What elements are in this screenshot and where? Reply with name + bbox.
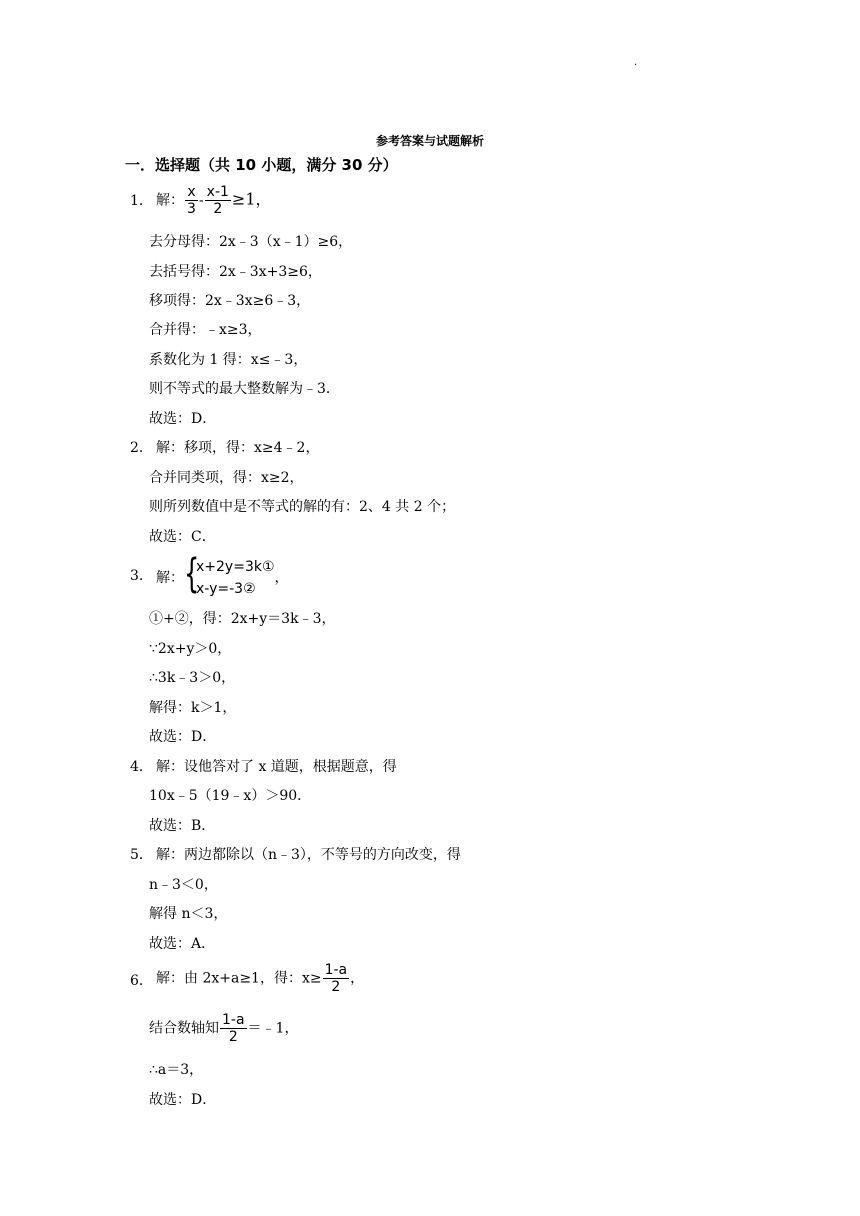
- q2-number: 2．: [130, 440, 153, 456]
- q2-step: 解：移项，得：x≥4﹣2，: [156, 440, 320, 456]
- q6-line2-text: 结合数轴知: [149, 1020, 219, 1037]
- q5-step: 解得 n＜3，: [149, 906, 228, 922]
- q6-number: 6．: [130, 973, 153, 989]
- q1-step: 合并得：﹣x≥3，: [149, 322, 262, 338]
- q5-step: n﹣3＜0，: [149, 877, 218, 893]
- q1-relation: ≥1，: [231, 189, 272, 209]
- q2-answer: 故选：C．: [149, 529, 216, 545]
- q1-fraction-2: [205, 184, 231, 217]
- left-brace-icon: {: [184, 551, 200, 597]
- q1-intro: 解：: [156, 192, 184, 209]
- header-dot: .: [634, 57, 638, 68]
- q1-step: 去分母得：2x﹣3（x﹣1）≥6，: [149, 234, 353, 250]
- q6-line1-end: ，: [350, 970, 365, 987]
- q6-frac2-numerator: 1-a: [222, 1012, 245, 1028]
- q1-fraction-1: [185, 184, 198, 217]
- q6-step: ∴a＝3，: [149, 1062, 204, 1078]
- page-title: 参考答案与试题解析: [375, 134, 484, 148]
- q6-fraction: [323, 962, 350, 995]
- q2-step: 则所列数值中是不等式的解的有：2、4 共 2 个；: [149, 499, 456, 515]
- q6-line-1: [156, 962, 364, 995]
- q3-equation-system: [184, 551, 275, 600]
- q3-step: ∴3k﹣3＞0，: [149, 670, 236, 686]
- q1-number: 1．: [130, 193, 153, 209]
- section-heading: 一．选择题（共 10 小题，满分 30 分）: [125, 156, 398, 174]
- q1-frac2-denominator: 2: [213, 201, 223, 217]
- q3-comma: ，: [274, 570, 289, 586]
- q6-line2-end: ＝﹣1，: [247, 1020, 299, 1037]
- q1-step: 去括号得：2x﹣3x+3≥6，: [149, 264, 322, 280]
- q3-step: 解得：k＞1，: [149, 700, 237, 716]
- q1-frac1-numerator: x: [185, 184, 198, 201]
- q6-answer: 故选：D．: [149, 1092, 217, 1108]
- q3-step: ①+②，得：2x+y＝3k﹣3，: [149, 611, 336, 627]
- q4-number: 4．: [130, 759, 153, 775]
- q1-frac1-denominator: 3: [187, 201, 196, 217]
- q4-step: 10x﹣5（19﹣x）＞90．: [149, 788, 312, 804]
- q4-answer: 故选：B．: [149, 818, 216, 834]
- q1-step: 系数化为 1 得：x≤﹣3，: [149, 352, 308, 368]
- q6-frac-denominator: 2: [331, 979, 341, 995]
- q6-frac-numerator: 1-a: [324, 962, 348, 978]
- q5-answer: 故选：A．: [149, 936, 216, 952]
- q1-step: 则不等式的最大整数解为﹣3．: [149, 381, 340, 397]
- q1-minus: -: [198, 192, 204, 209]
- q6-fraction-2: [220, 1012, 247, 1045]
- q1-frac2-numerator: x-1: [206, 184, 229, 200]
- q5-number: 5．: [130, 847, 153, 863]
- q1-answer: 故选：D．: [149, 411, 217, 427]
- q3-equation-2: x-y=-3②: [196, 581, 256, 597]
- q3-intro: 解：: [156, 570, 184, 586]
- q3-intro-line: [156, 551, 289, 600]
- q3-number: 3．: [130, 568, 153, 584]
- q3-step: ∵2x+y＞0，: [149, 641, 232, 657]
- q4-step: 解：设他答对了 x 道题，根据题意，得: [156, 759, 397, 775]
- q6-line1-text: 解：由 2x+a≥1，得：x≥: [156, 970, 322, 987]
- q3-answer: 故选：D．: [149, 729, 217, 745]
- q5-step: 解：两边都除以（n﹣3），不等号的方向改变，得: [156, 847, 461, 863]
- q1-intro-line: [156, 184, 272, 217]
- q6-frac2-denominator: 2: [228, 1029, 238, 1045]
- q1-step: 移项得：2x﹣3x≥6﹣3，: [149, 293, 311, 309]
- q6-line-2: [149, 1012, 298, 1045]
- q2-step: 合并同类项，得：x≥2，: [149, 470, 304, 486]
- q3-equation-1: x+2y=3k①: [196, 559, 275, 575]
